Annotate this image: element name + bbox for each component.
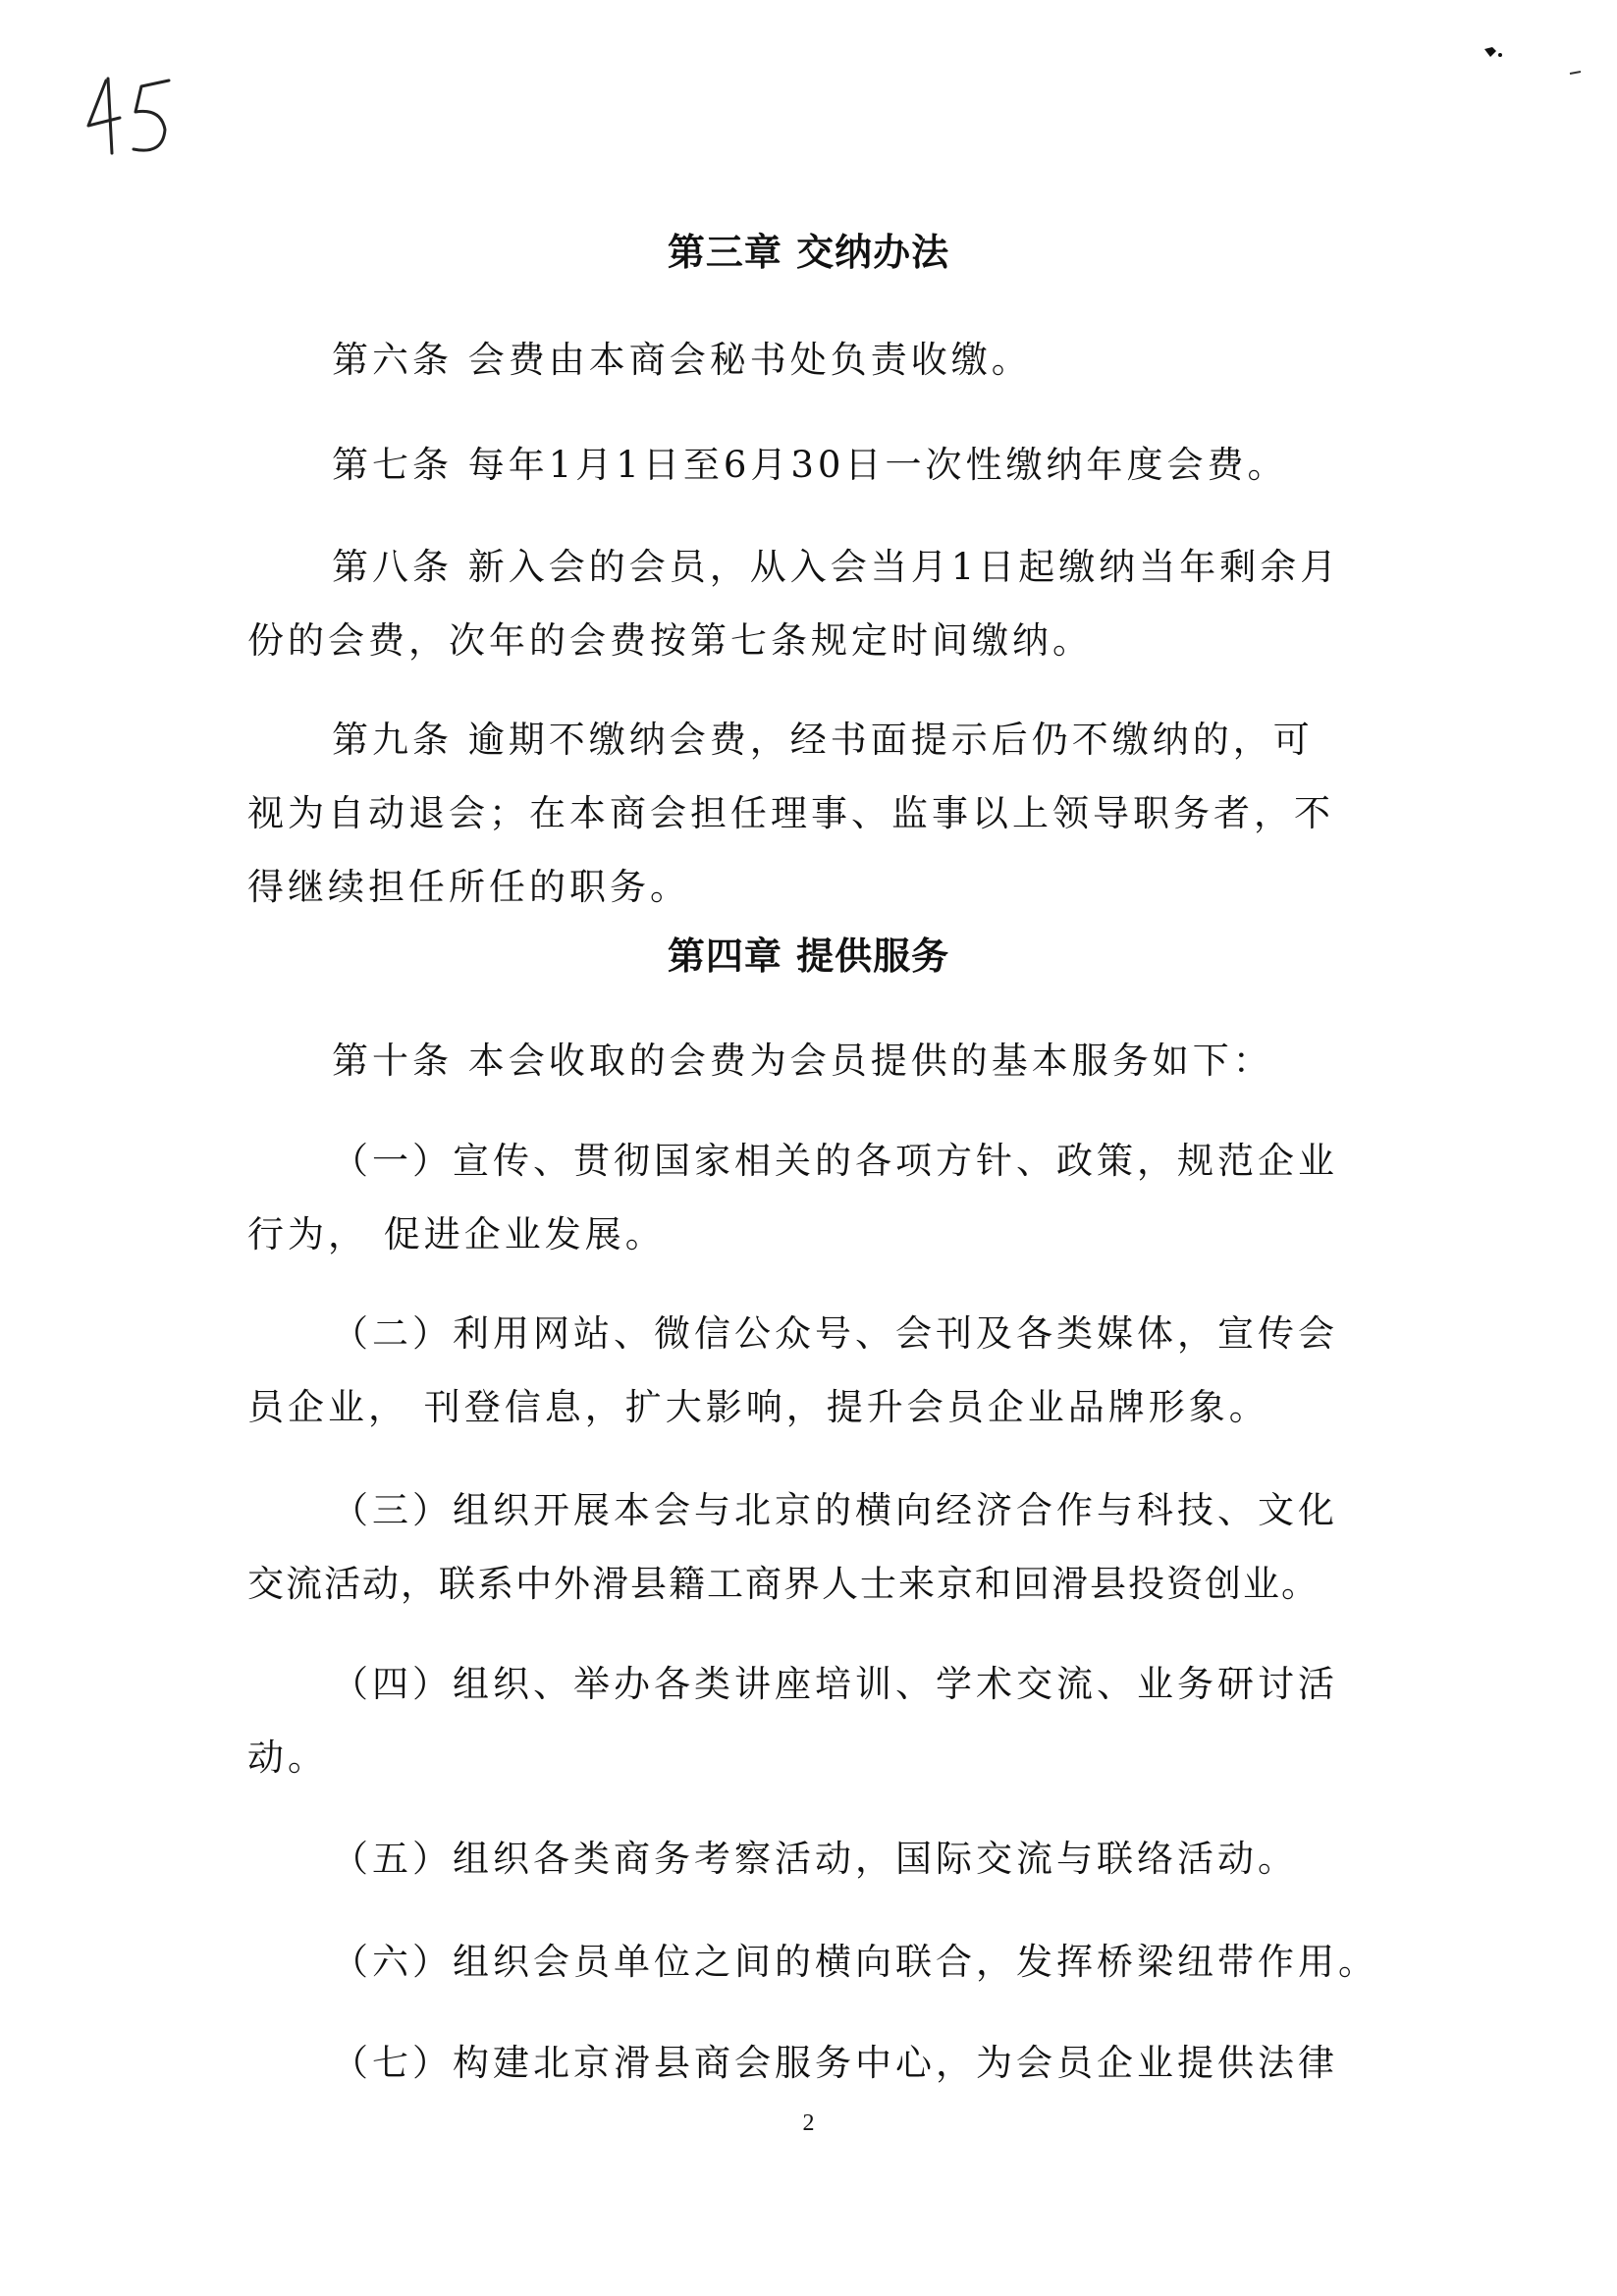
article-10-text: 第十条 本会收取的会费为会员提供的基本服务如下： <box>332 1040 1273 1082</box>
scan-speck <box>1569 69 1583 77</box>
article-8-line-1: 第八条 新入会的会员，从入会当月1日起缴纳当年剩余月 <box>332 546 1341 588</box>
page-number: 2 <box>802 2110 815 2136</box>
service-item-1-line-1: （一）宣传、贯彻国家相关的各项方针、政策，规范企业 <box>332 1140 1338 1182</box>
service-item-4-line-1: （四）组织、举办各类讲座培训、学术交流、业务研讨活 <box>332 1663 1338 1705</box>
article-9-line-1: 第九条 逾期不缴纳会费，经书面提示后仍不缴纳的，可 <box>332 719 1314 761</box>
article-9-line-3: 得继续担任所任的职务。 <box>247 866 690 908</box>
service-item-3-line-1: （三）组织开展本会与北京的横向经济合作与科技、文化 <box>332 1489 1338 1531</box>
service-item-1-line-2: 行为， 促进企业发展。 <box>247 1213 666 1255</box>
service-item-6-text: （六）组织会员单位之间的横向联合，发挥桥梁纽带作用。 <box>332 1941 1378 1983</box>
service-item-7-line-1: （七）构建北京滑县商会服务中心，为会员企业提供法律 <box>332 2042 1338 2084</box>
article-9-line-2: 视为自动退会；在本商会担任理事、监事以上领导职务者，不 <box>247 792 1334 834</box>
chapter-3-heading: 第三章 交纳办法 <box>667 231 950 274</box>
chapter-4-heading: 第四章 提供服务 <box>667 934 950 978</box>
service-item-2-line-1: （二）利用网站、微信公众号、会刊及各类媒体，宣传会 <box>332 1312 1338 1355</box>
service-item-2-line-2: 员企业， 刊登信息，扩大影响，提升会员企业品牌形象。 <box>247 1386 1269 1428</box>
service-item-3-line-2: 交流活动，联系中外滑县籍工商界人士来京和回滑县投资创业。 <box>247 1563 1320 1605</box>
article-6-text: 第六条 会费由本商会秘书处负责收缴。 <box>332 339 1032 381</box>
article-7-text: 第七条 每年1月1日至6月30日一次性缴纳年度会费。 <box>332 444 1288 486</box>
service-item-4-line-2: 动。 <box>247 1736 328 1779</box>
handwritten-page-note <box>79 59 187 167</box>
scan-speck <box>1482 43 1506 63</box>
article-8-line-2: 份的会费，次年的会费按第七条规定时间缴纳。 <box>247 619 1093 662</box>
service-item-5-text: （五）组织各类商务考察活动，国际交流与联络活动。 <box>332 1838 1298 1880</box>
